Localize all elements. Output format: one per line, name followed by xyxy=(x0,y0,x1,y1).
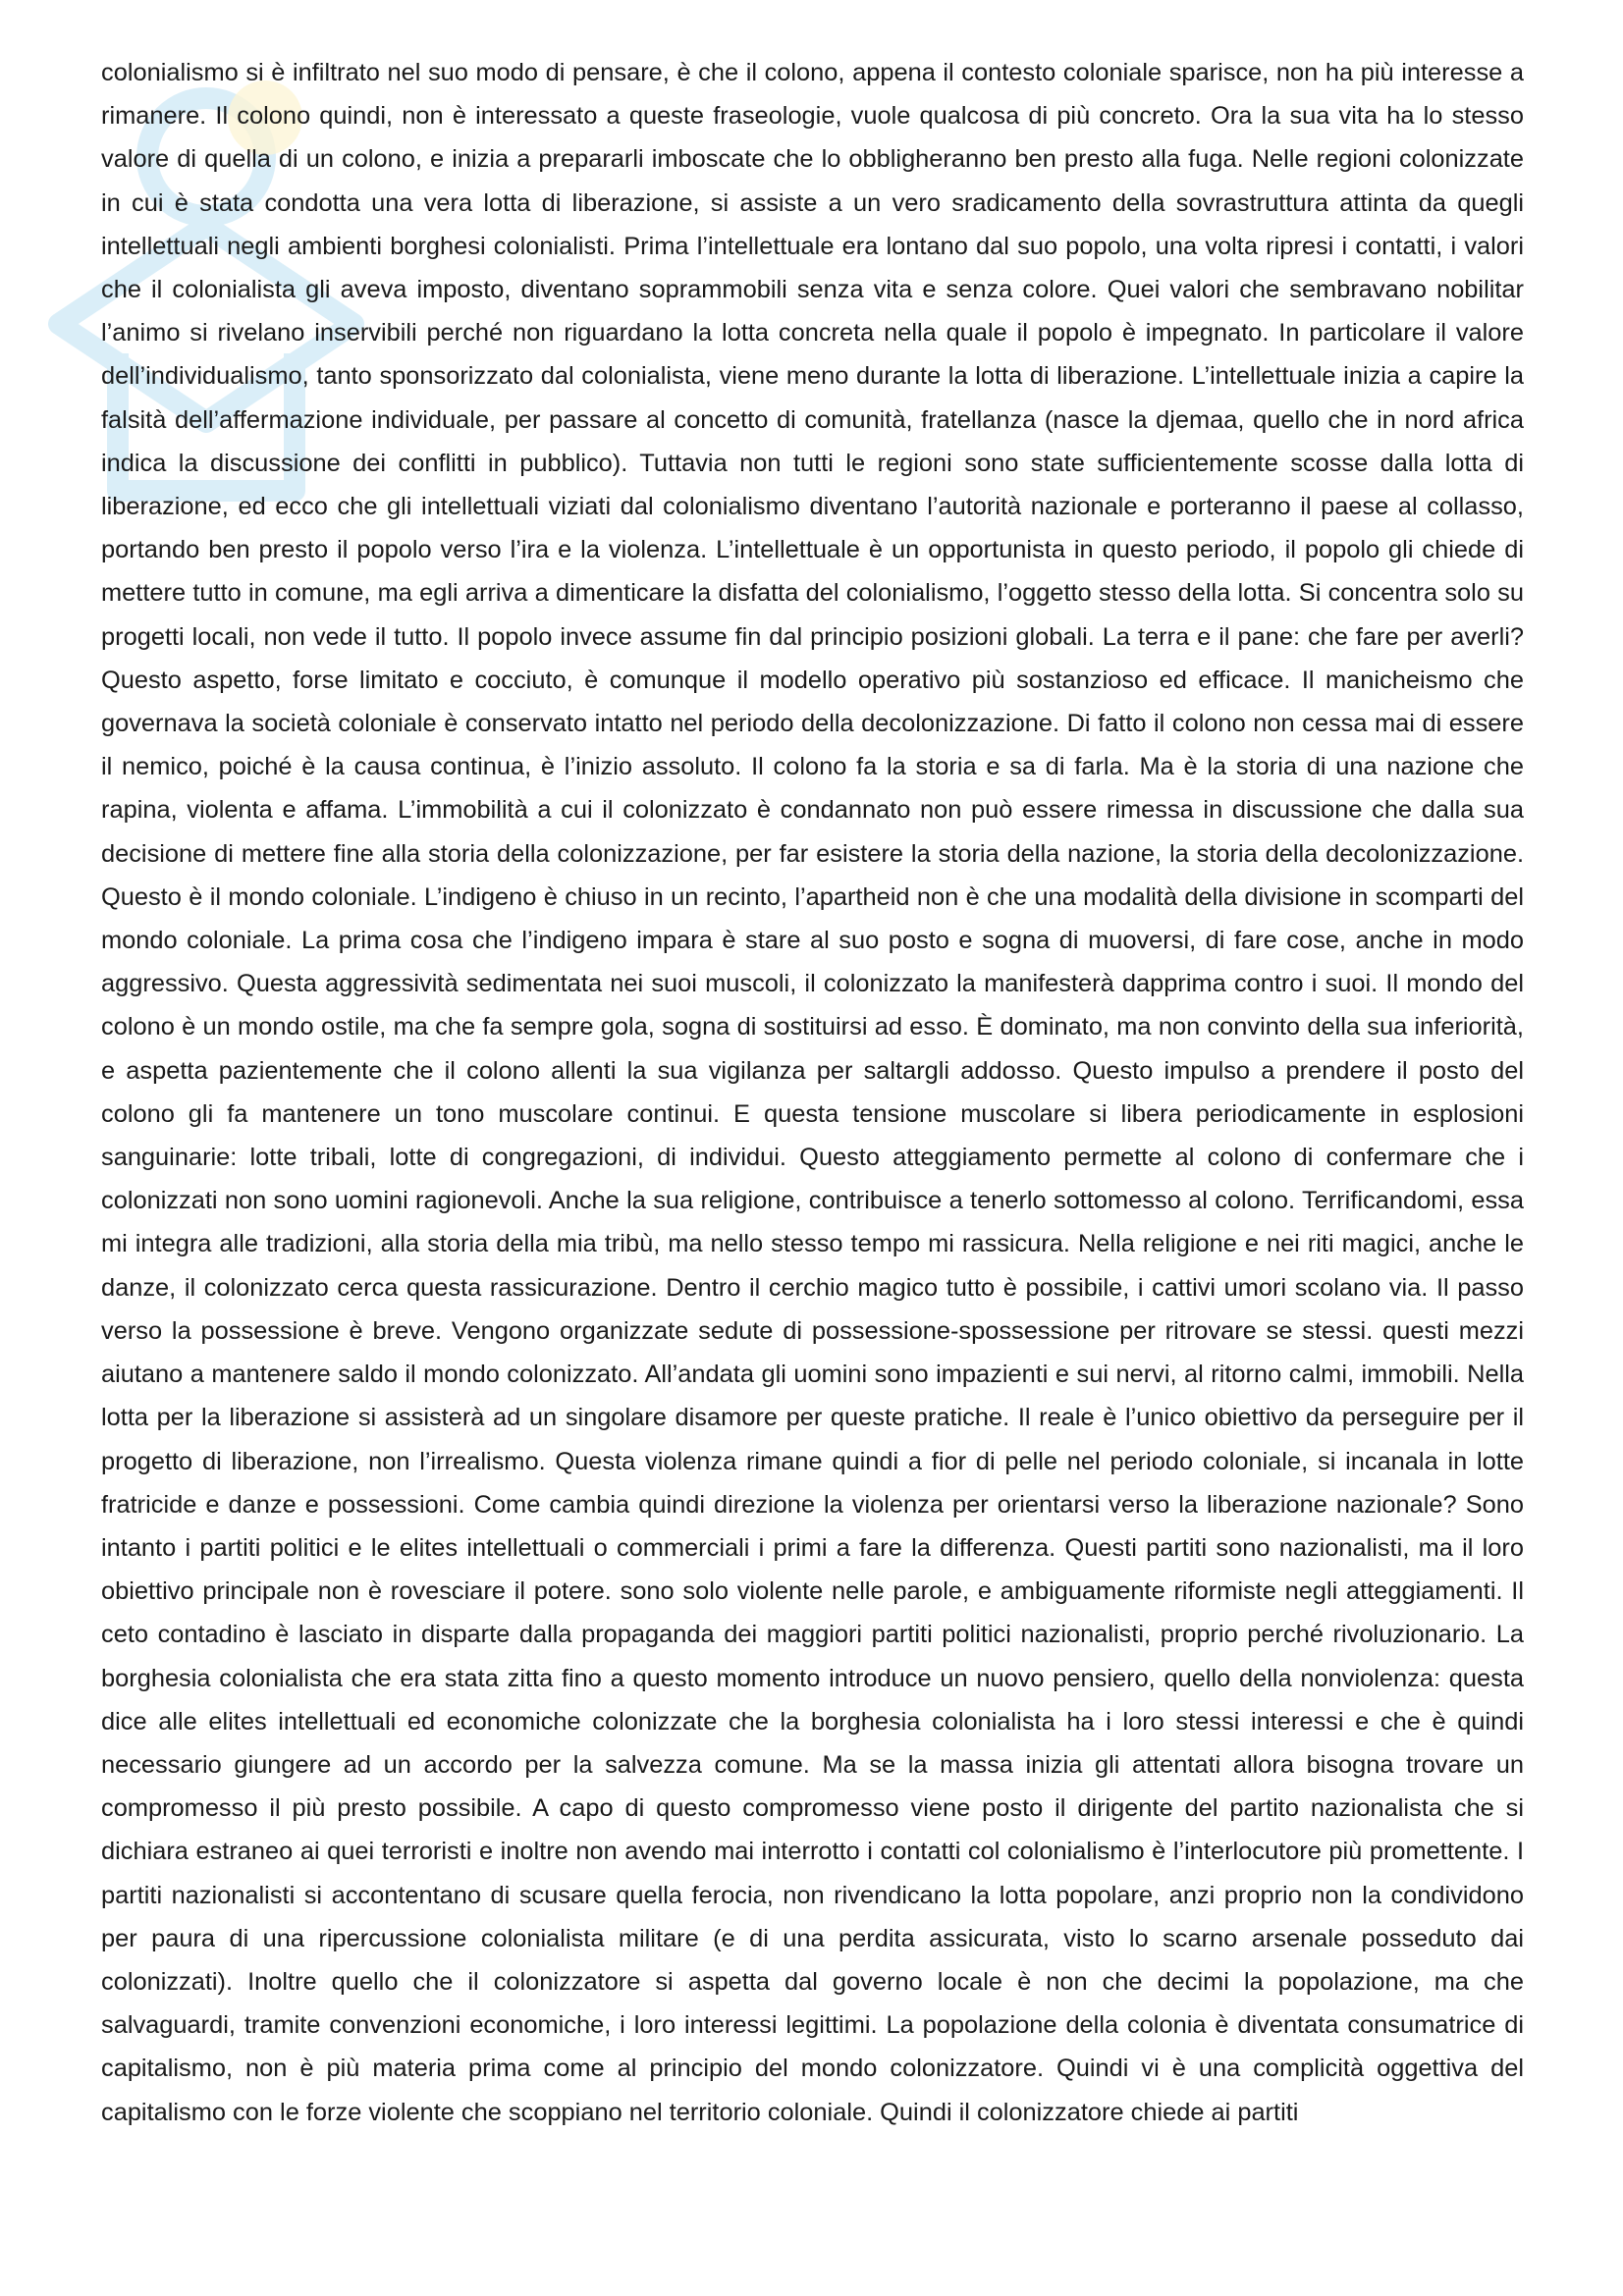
body-paragraph: colonialismo si è infiltrato nel suo modo di pensare, è che il colono, appena il contesto coloniale sparisce, non ha più interesse a rimanere. Il colono quindi, non è interessato a queste fraseologie, vuole qualcosa di più concreto. Ora la sua vita ha lo stesso valore di quella di un colono, e inizia a prepararli imboscate che lo obbligheranno ben presto alla fuga. Nelle regioni colonizzate in cui è stata condotta una vera lotta di liberazione, si assiste a un vero sradicamento della sovrastruttura attinta da quegli intellettuali negli ambienti borghesi colonialisti. Prima l’intellettuale era lontano dal suo popolo, una volta ripresi i contatti, i valori che il colonialista gli aveva imposto, diventano soprammobili senza vita e senza colore. Quei valori che sembravano nobilitar l’animo si rivelano inservibili perché non riguardano la lotta concreta nella quale il popolo è impegnato. In particolare il valore dell’individualismo, tanto sponsorizzato dal colonialista, viene meno durante la lotta di liberazione. L’intellettuale inizia a capire la falsità dell’affermazione individuale, per passare al concetto di comunità, fratellanza (nasce la djemaa, quello che in nord africa indica la discussione dei conflitti in pubblico). Tuttavia non tutti le regioni sono state sufficientemente scosse dalla lotta di liberazione, ed ecco che gli intellettuali viziati dal colonialismo diventano l’autorità nazionale e porteranno il paese al collasso, portando ben presto il popolo verso l’ira e la violenza. L’intellettuale è un opportunista in questo periodo, il popolo gli chiede di mettere tutto in comune, ma egli arriva a dimenticare la disfatta del colonialismo, l’oggetto stesso della lotta. Si concentra solo su progetti locali, non vede il tutto. Il popolo invece assume fin dal principio posizioni globali. La terra e il pane: che fare per averli? Questo aspetto, forse limitato e cocciuto, è comunque il modello operativo più sostanzioso ed efficace. Il manicheismo che governava la società coloniale è conservato intatto nel periodo della decolonizzazione. Di fatto il colono non cessa mai di essere il nemico, poiché è la causa continua, è l’inizio assoluto. Il colono fa la storia e sa di farla. Ma è la storia di una nazione che rapina, violenta e affama. L’immobilità a cui il colonizzato è condannato non può essere rimessa in discussione che dalla sua decisione di mettere fine alla storia della colonizzazione, per far esistere la storia della nazione, la storia della decolonizzazione. Questo è il mondo coloniale. L’indigeno è chiuso in un recinto, l’apartheid non è che una modalità della divisione in scomparti del mondo coloniale. La prima cosa che l’indigeno impara è stare al suo posto e sogna di muoversi, di fare cose, anche in modo aggressivo. Questa aggressività sedimentata nei suoi muscoli, il colonizzato la manifesterà dapprima contro i suoi. Il mondo del colono è un mondo ostile, ma che fa sempre gola, sogna di sostituirsi ad esso. È dominato, ma non convinto della sua inferiorità, e aspetta pazientemente che il colono allenti la sua vigilanza per saltargli addosso. Questo impulso a prendere il posto del colono gli fa mantenere un tono muscolare continui. E questa tensione muscolare si libera periodicamente in esplosioni sanguinarie: lotte tribali, lotte di congregazioni, di individui. Questo atteggiamento permette al colono di confermare che i colonizzati non sono uomini ragionevoli. Anche la sua religione, contribuisce a tenerlo sottomesso al colono. Terrificandomi, essa mi integra alle tradizioni, alla storia della mia tribù, ma nello stesso tempo mi rassicura. Nella religione e nei riti magici, anche le danze, il colonizzato cerca questa rassicurazione. Dentro il cerchio magico tutto è possibile, i cattivi umori scolano via. Il passo verso la possessione è breve. Vengono organizzate sedute di possessione-spossessione per ritrovare se stessi. questi mezzi aiutano a mantenere saldo il mondo colonizzato. All’andata gli uomini sono impazienti e sui nervi, al ritorno calmi, immobili. Nella lotta per la liberazione si assisterà ad un singolare disamore per queste pratiche. Il reale è l’unico obiettivo da perseguire per il progetto di liberazione, non l’irrealismo. Questa violenza rimane quindi a fior di pelle nel periodo coloniale, si incanala in lotte fratricide e danze e possessioni. Come cambia quindi direzione la violenza per orientarsi verso la liberazione nazionale? Sono intanto i partiti politici e le elites intellettuali o commerciali i primi a fare la differenza. Questi partiti sono nazionalisti, ma il loro obiettivo principale non è rovesciare il potere. sono solo violente nelle parole, e ambiguamente riformiste negli atteggiamenti. Il ceto contadino è lasciato in disparte dalla propaganda dei maggiori partiti politici nazionalisti, proprio perché rivoluzionario. La borghesia colonialista che era stata zitta fino a questo momento introduce un nuovo pensiero, quello della nonviolenza: questa dice alle elites intellettuali ed economiche colonizzate che la borghesia colonialista ha i loro stessi interessi e che è quindi necessario giungere ad un accordo per la salvezza comune. Ma se la massa inizia gli attentati allora bisogna trovare un compromesso il più presto possibile. A capo di questo compromesso viene posto il dirigente del partito nazionalista che si dichiara estraneo ai quei terroristi e inoltre non avendo mai interrotto i contatti col colonialismo è l’interlocutore più promettente. I partiti nazionalisti si accontentano di scusare quella ferocia, non rivendicano la lotta popolare, anzi proprio non la condividono per paura di una ripercussione colonialista militare (e di una perdita assicurata, visto lo scarno arsenale posseduto dai colonizzati). Inoltre quello che il colonizzatore si aspetta dal governo locale è non che decimi la popolazione, ma che salvaguardi, tramite convenzioni economiche, i loro interessi legittimi. La popolazione della colonia è diventata consumatrice di capitalismo, non è più materia prima come al principio del mondo colonizzatore. Quindi vi è una complicità oggettiva del capitalismo con le forze violente che scoppiano nel territorio coloniale. Quindi il colonizzatore chiede ai partiti xyxy=(101,59,1524,2126)
